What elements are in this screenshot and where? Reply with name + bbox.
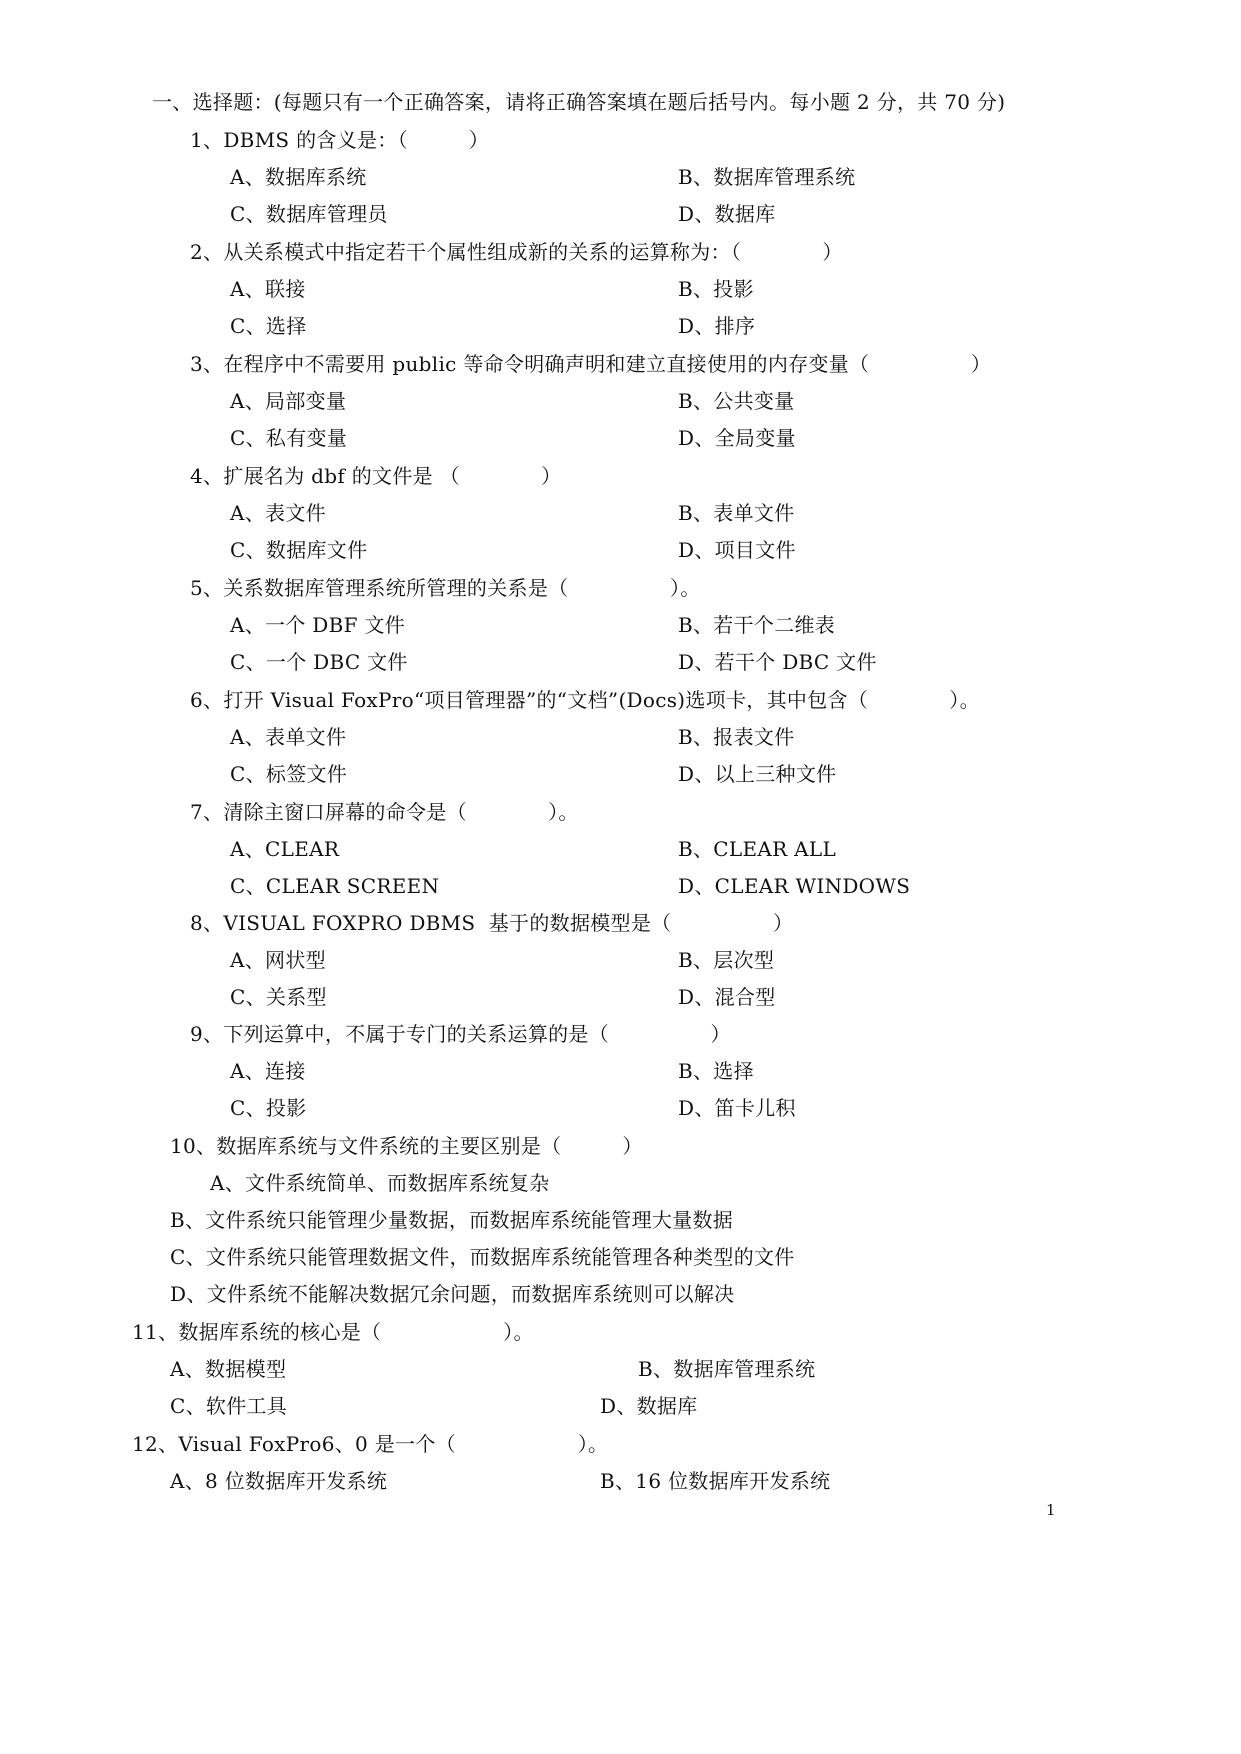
option-b: B、投影 — [678, 277, 754, 301]
option-c: C、一个 DBC 文件 — [230, 650, 408, 674]
option-b: B、数据库管理系统 — [678, 165, 856, 189]
option-b: B、CLEAR ALL — [678, 837, 837, 861]
option-a: A、网状型 — [230, 948, 326, 972]
option-d: D、数据库 — [600, 1394, 698, 1418]
question-stem: 3、在程序中不需要用 public 等命令明确声明和建立直接使用的内存变量（ ） — [190, 352, 992, 376]
question-stem: 7、清除主窗口屏幕的命令是（ ）。 — [190, 800, 579, 824]
option-b: B、选择 — [678, 1059, 754, 1083]
option-d: D、文件系统不能解决数据冗余问题，而数据库系统则可以解决 — [170, 1282, 735, 1306]
page-number: 1 — [1046, 1501, 1056, 1519]
question-stem: 2、从关系模式中指定若干个属性组成新的关系的运算称为：（ ） — [190, 240, 843, 264]
option-a: A、8 位数据库开发系统 — [170, 1469, 388, 1493]
question-stem: 9、下列运算中，不属于专门的关系运算的是（ ） — [190, 1022, 731, 1046]
option-c: C、关系型 — [230, 985, 327, 1009]
option-c: C、私有变量 — [230, 426, 348, 450]
option-c: C、投影 — [230, 1096, 307, 1120]
option-d: D、项目文件 — [678, 538, 796, 562]
option-b: B、16 位数据库开发系统 — [600, 1469, 831, 1493]
option-b: B、公共变量 — [678, 389, 795, 413]
option-a: A、数据模型 — [170, 1357, 287, 1381]
question-stem: 11、数据库系统的核心是（ ）。 — [132, 1320, 534, 1344]
option-c: C、文件系统只能管理数据文件，而数据库系统能管理各种类型的文件 — [170, 1245, 795, 1269]
question-stem: 12、Visual FoxPro6、0 是一个（ ）。 — [132, 1432, 609, 1456]
option-a: A、局部变量 — [230, 389, 347, 413]
question-stem: 10、数据库系统与文件系统的主要区别是（ ） — [170, 1134, 643, 1158]
section-header: 一、选择题：(每题只有一个正确答案，请将正确答案填在题后括号内。每小题 2 分，共 70 分) — [152, 90, 1006, 114]
question-stem: 4、扩展名为 dbf 的文件是 （ ） — [190, 464, 562, 488]
option-a: A、文件系统简单、而数据库系统复杂 — [210, 1171, 550, 1195]
option-d: D、以上三种文件 — [678, 762, 837, 786]
option-a: A、联接 — [230, 277, 306, 301]
option-c: C、标签文件 — [230, 762, 348, 786]
option-b: B、文件系统只能管理少量数据，而数据库系统能管理大量数据 — [170, 1208, 734, 1232]
option-b: B、报表文件 — [678, 725, 795, 749]
question-stem: 5、关系数据库管理系统所管理的关系是（ ）。 — [190, 576, 701, 600]
option-a: A、CLEAR — [230, 837, 340, 861]
question-stem: 8、VISUAL FOXPRO DBMS 基于的数据模型是（ ） — [190, 911, 794, 935]
option-c: C、选择 — [230, 314, 307, 338]
option-b: B、若干个二维表 — [678, 613, 836, 637]
option-d: D、CLEAR WINDOWS — [678, 874, 911, 898]
option-d: D、若干个 DBC 文件 — [678, 650, 877, 674]
option-b: B、表单文件 — [678, 501, 795, 525]
option-d: D、混合型 — [678, 985, 776, 1009]
option-d: D、数据库 — [678, 202, 776, 226]
option-d: D、全局变量 — [678, 426, 796, 450]
option-c: C、CLEAR SCREEN — [230, 874, 440, 898]
question-stem: 6、打开 Visual FoxPro“项目管理器”的“文档”(Docs)选项卡，其中包含（ ）。 — [190, 688, 980, 712]
option-b: B、数据库管理系统 — [638, 1357, 816, 1381]
option-c: C、软件工具 — [170, 1394, 288, 1418]
option-d: D、笛卡儿积 — [678, 1096, 796, 1120]
question-stem: 1、DBMS 的含义是：（ ） — [190, 128, 490, 152]
option-a: A、表单文件 — [230, 725, 347, 749]
option-a: A、连接 — [230, 1059, 306, 1083]
option-b: B、层次型 — [678, 948, 775, 972]
option-c: C、数据库管理员 — [230, 202, 388, 226]
option-d: D、排序 — [678, 314, 756, 338]
option-a: A、数据库系统 — [230, 165, 367, 189]
option-a: A、表文件 — [230, 501, 326, 525]
option-c: C、数据库文件 — [230, 538, 368, 562]
option-a: A、一个 DBF 文件 — [230, 613, 406, 637]
